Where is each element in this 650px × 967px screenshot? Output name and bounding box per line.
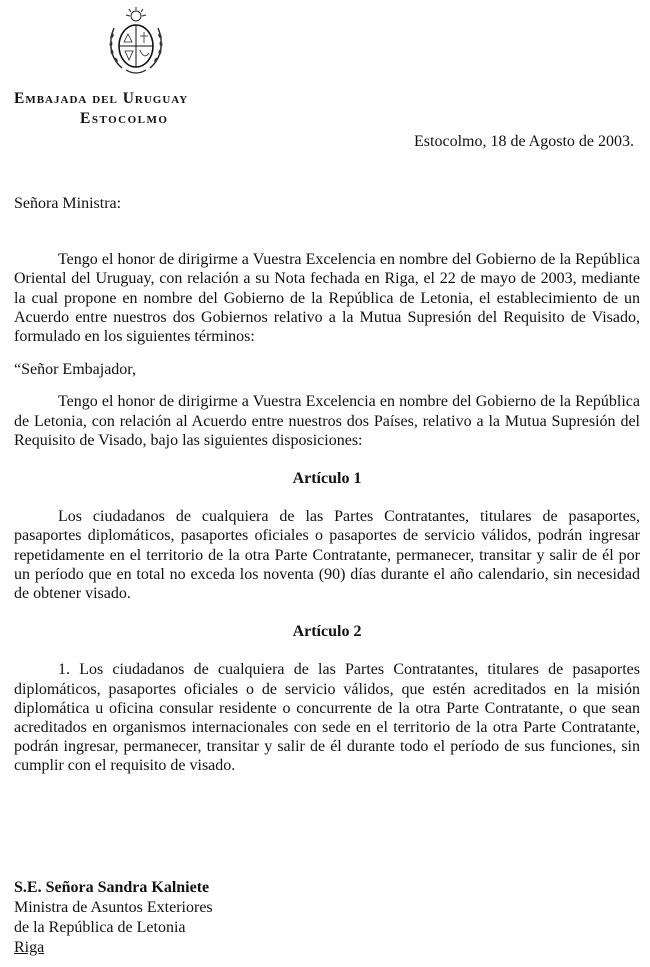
addressee-country: de la República de Letonia xyxy=(14,919,186,936)
quote-opening: “Señor Embajador, xyxy=(14,361,136,379)
paragraph-2: Tengo el honor de dirigirme a Vuestra Excelencia en nombre del Gobierno de la República de Letonia, con relación al Acuerdo entre nuestros dos Países, relativo a la Mutua Supresión del Requisito de Visado, bajo las siguientes disposiciones: xyxy=(14,393,640,449)
letter-body xyxy=(14,194,640,776)
embassy-city: Estocolmo xyxy=(80,110,169,127)
coat-of-arms-uruguay-icon xyxy=(104,6,168,78)
paragraph-1: Tengo el honor de dirigirme a Vuestra Excelencia en nombre del Gobierno de la República Oriental del Uruguay, con relación a su Nota fechada en Riga, el 22 de mayo de 2003, mediante la cual propone en nombre del Gobierno de la República de Letonia, el establecimiento de un Acuerdo entre nuestros dos Gobiernos relativo a la Mutua Supresión del Requisito de Visado, formulado en los siguientes términos: xyxy=(14,251,640,346)
date-line: Estocolmo, 18 de Agosto de 2003. xyxy=(414,133,634,150)
article-1-text: Los ciudadanos de cualquiera de las Partes Contratantes, titulares de pasaportes, pasaportes diplomáticos, pasaportes oficiales o pasaportes de servicio válidos, podrán ingresar repetidamente en el territorio de la otra Parte Contratante, permanecer, transitar y salir de él por un período que en total no exceda los noventa (90) días durante el año calendario, sin necesidad de obtener visado. xyxy=(14,508,640,603)
salutation: Señora Ministra: xyxy=(14,195,122,212)
addressee-name: S.E. Señora Sandra Kalniete xyxy=(14,879,210,896)
article-2-text: 1. Los ciudadanos de cualquiera de las Partes Contratantes, titulares de pasaportes diplomáticos, pasaportes oficiales o de servicio válidos, que estén acreditados en la misión diplomática u oficina consular residente o concurrente de la otra Parte Contratante, o que sean acreditados en organismos internacionales con sede en el territorio de la otra Parte Contratante, podrán ingresar, permanecer, transitar y salir de él durante todo el período de sus funciones, sin cumplir con el requisito de visado. xyxy=(14,661,640,775)
addressee-block xyxy=(14,878,213,958)
embassy-name: Embajada del Uruguay xyxy=(14,90,189,107)
addressee-city: Riga xyxy=(14,939,45,956)
addressee-title: Ministra de Asuntos Exteriores xyxy=(14,899,213,916)
article-1-heading: Artículo 1 xyxy=(292,470,362,488)
article-2-heading: Artículo 2 xyxy=(292,623,362,641)
